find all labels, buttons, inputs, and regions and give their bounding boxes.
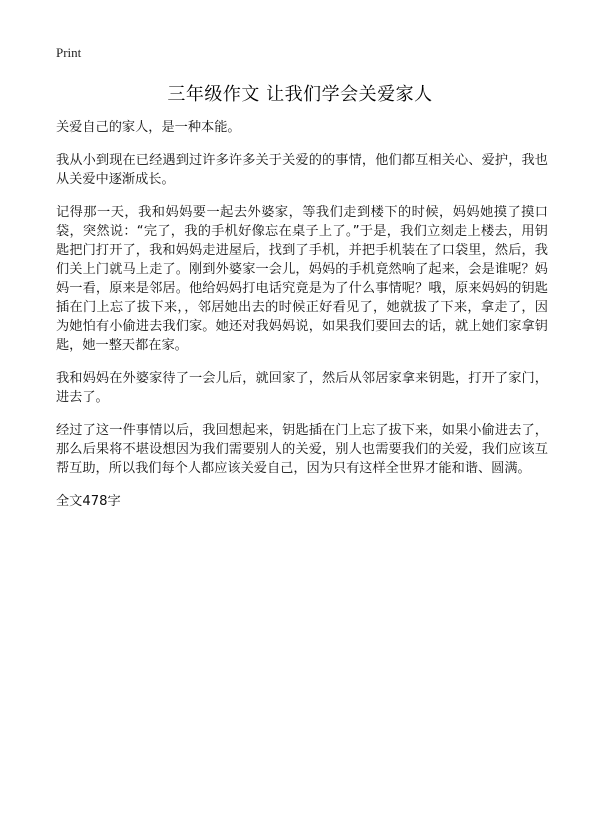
article-paragraph: 我和妈妈在外婆家待了一会儿后，就回家了，然后从邻居家拿来钥匙，打开了家门，进去了。 (56, 371, 548, 405)
article-body (56, 118, 548, 511)
article-paragraph: 经过了这一件事情以后，我回想起来，钥匙插在门上忘了拔下来，如果小偷进去了，那么后果将不堪设想因为我们需要别人的关爱，别人也需要我们的关爱，我们应该互帮互助，所以我们每个人都应该关爱自己，因为只有这样全世界才能和谐、圆满。 (56, 423, 548, 476)
article-paragraph: 关爱自己的家人，是一种本能。 (56, 120, 241, 135)
print-link[interactable]: Print (56, 45, 82, 60)
article-paragraph: 记得那一天，我和妈妈要一起去外婆家，等我们走到楼下的时候，妈妈她摸了摸口袋，突然说：“完了，我的手机好像忘在桌子上了。”于是，我们立刻走上楼去，用钥匙把门打开了，我和妈妈走进屋后，找到了手机，并把手机装在了口袋里，然后，我们关上门就马上走了。刚到外婆家一会儿，妈妈的手机竟然响了起来，会是谁呢？妈妈一看，原来是邻居。他给妈妈打电话究竟是为了什么事情呢？哦，原来妈妈的钥匙插在门上忘了拔下来，，邻居她出去的时候正好看见了，她就拔了下来，拿走了，因为她怕有小偷进去我们家。她还对我妈妈说，如果我们要回去的话，就上她们家拿钥匙，她一整天都在家。 (56, 205, 548, 353)
article-title: 三年级作文 让我们学会关爱家人 (167, 84, 433, 105)
article-paragraph: 我从小到现在已经遇到过许多许多关于关爱的的事情，他们都互相关心、爱护，我也从关爱中逐渐成长。 (56, 153, 548, 187)
word-count: 全文478字 (56, 494, 121, 509)
